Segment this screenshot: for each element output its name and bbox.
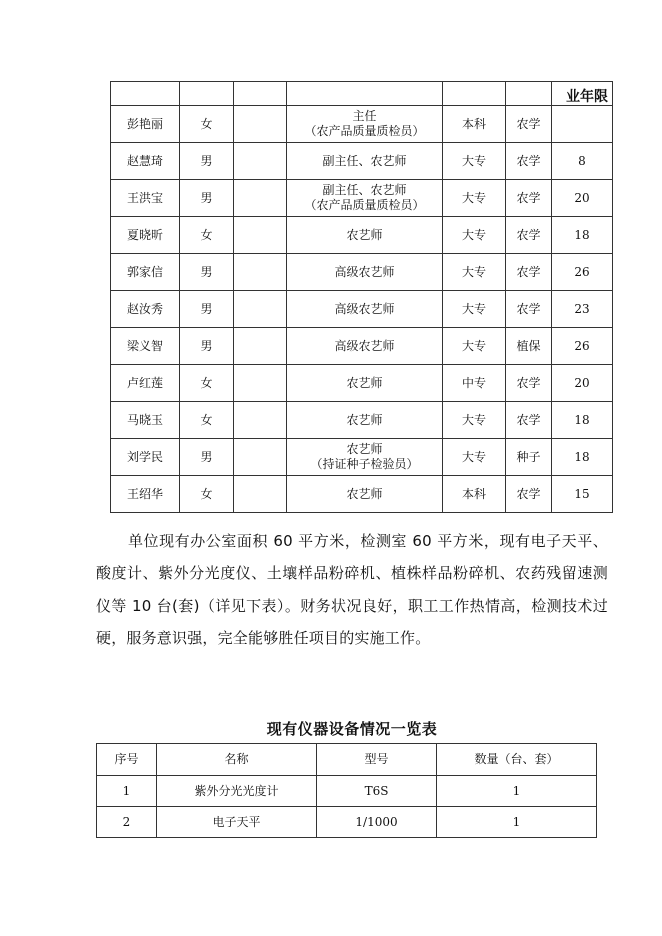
staff-name: 赵慧琦 bbox=[111, 143, 180, 180]
equipment-name: 紫外分光光度计 bbox=[157, 776, 317, 807]
staff-title-line1: 高级农艺师 bbox=[334, 301, 395, 316]
staff-major: 农学 bbox=[506, 291, 552, 328]
equipment-header-row bbox=[97, 744, 597, 776]
staff-row bbox=[111, 143, 613, 180]
staff-name: 马晓玉 bbox=[111, 402, 180, 439]
staff-education: 大专 bbox=[443, 180, 506, 217]
staff-row bbox=[111, 217, 613, 254]
staff-row bbox=[111, 476, 613, 513]
staff-major: 农学 bbox=[506, 254, 552, 291]
staff-gender: 男 bbox=[180, 143, 234, 180]
staff-major: 农学 bbox=[506, 180, 552, 217]
staff-title-line1: 高级农艺师 bbox=[334, 264, 395, 279]
staff-years: 26 bbox=[552, 254, 613, 291]
staff-education: 大专 bbox=[443, 439, 506, 476]
header-cell bbox=[111, 82, 180, 106]
staff-title-line2: （农产品质量质检员） bbox=[304, 198, 425, 212]
staff-name: 梁义智 bbox=[111, 328, 180, 365]
equipment-name: 电子天平 bbox=[157, 807, 317, 838]
staff-name: 卢红莲 bbox=[111, 365, 180, 402]
staff-years: 8 bbox=[552, 143, 613, 180]
staff-gender: 男 bbox=[180, 180, 234, 217]
staff-title bbox=[287, 328, 443, 365]
staff-gender: 男 bbox=[180, 291, 234, 328]
header-no: 序号 bbox=[97, 744, 157, 776]
staff-years bbox=[552, 106, 613, 143]
staff-row bbox=[111, 439, 613, 476]
staff-table bbox=[110, 81, 613, 513]
staff-empty bbox=[234, 106, 287, 143]
staff-empty bbox=[234, 254, 287, 291]
staff-title-line1: 农艺师 bbox=[346, 375, 383, 390]
staff-empty bbox=[234, 328, 287, 365]
staff-name: 刘学民 bbox=[111, 439, 180, 476]
staff-gender: 女 bbox=[180, 365, 234, 402]
staff-empty bbox=[234, 365, 287, 402]
staff-major: 农学 bbox=[506, 143, 552, 180]
staff-years: 20 bbox=[552, 180, 613, 217]
staff-education: 中专 bbox=[443, 365, 506, 402]
equipment-no: 1 bbox=[97, 776, 157, 807]
staff-major: 农学 bbox=[506, 106, 552, 143]
staff-name: 王绍华 bbox=[111, 476, 180, 513]
staff-education: 本科 bbox=[443, 476, 506, 513]
staff-empty bbox=[234, 402, 287, 439]
staff-row bbox=[111, 365, 613, 402]
staff-major: 农学 bbox=[506, 476, 552, 513]
staff-gender: 女 bbox=[180, 402, 234, 439]
staff-education: 大专 bbox=[443, 254, 506, 291]
staff-empty bbox=[234, 476, 287, 513]
header-cell bbox=[180, 82, 234, 106]
staff-title bbox=[287, 365, 443, 402]
staff-empty bbox=[234, 143, 287, 180]
staff-name: 彭艳丽 bbox=[111, 106, 180, 143]
staff-title bbox=[287, 476, 443, 513]
staff-gender: 女 bbox=[180, 217, 234, 254]
staff-education: 大专 bbox=[443, 143, 506, 180]
equipment-qty: 1 bbox=[437, 807, 597, 838]
staff-major: 种子 bbox=[506, 439, 552, 476]
staff-empty bbox=[234, 180, 287, 217]
staff-title bbox=[287, 254, 443, 291]
staff-major: 农学 bbox=[506, 402, 552, 439]
staff-education: 本科 bbox=[443, 106, 506, 143]
staff-years: 18 bbox=[552, 217, 613, 254]
staff-gender: 男 bbox=[180, 439, 234, 476]
staff-title-line1: 主任 bbox=[352, 109, 377, 123]
staff-title-line1: 农艺师 bbox=[346, 227, 383, 242]
staff-row bbox=[111, 106, 613, 143]
header-qty: 数量（台、套） bbox=[437, 744, 597, 776]
header-name: 名称 bbox=[157, 744, 317, 776]
staff-gender: 女 bbox=[180, 106, 234, 143]
staff-row bbox=[111, 180, 613, 217]
staff-title bbox=[287, 291, 443, 328]
staff-title-line2: （农产品质量质检员） bbox=[304, 124, 425, 138]
staff-title-line2: （持证种子检验员） bbox=[310, 457, 419, 471]
staff-major: 农学 bbox=[506, 217, 552, 254]
equipment-model: T6S bbox=[317, 776, 437, 807]
staff-name: 郭家信 bbox=[111, 254, 180, 291]
staff-years: 26 bbox=[552, 328, 613, 365]
staff-row bbox=[111, 291, 613, 328]
header-cell bbox=[287, 82, 443, 106]
staff-row bbox=[111, 328, 613, 365]
staff-major: 农学 bbox=[506, 365, 552, 402]
staff-gender: 女 bbox=[180, 476, 234, 513]
equipment-row bbox=[97, 807, 597, 838]
staff-years: 15 bbox=[552, 476, 613, 513]
staff-years: 18 bbox=[552, 402, 613, 439]
staff-title-line1: 高级农艺师 bbox=[334, 338, 395, 353]
staff-name: 赵汝秀 bbox=[111, 291, 180, 328]
staff-title bbox=[287, 439, 443, 476]
staff-gender: 男 bbox=[180, 254, 234, 291]
equipment-row bbox=[97, 776, 597, 807]
staff-title bbox=[287, 402, 443, 439]
staff-title bbox=[287, 180, 443, 217]
equipment-table bbox=[96, 743, 597, 838]
header-cell bbox=[443, 82, 506, 106]
equipment-no: 2 bbox=[97, 807, 157, 838]
staff-education: 大专 bbox=[443, 217, 506, 254]
staff-title-line1: 农艺师 bbox=[346, 412, 383, 427]
staff-row bbox=[111, 402, 613, 439]
staff-education: 大专 bbox=[443, 402, 506, 439]
staff-title-line1: 农艺师 bbox=[346, 486, 383, 501]
staff-major: 植保 bbox=[506, 328, 552, 365]
header-model: 型号 bbox=[317, 744, 437, 776]
staff-title bbox=[287, 143, 443, 180]
staff-title-line1: 副主任、农艺师 bbox=[322, 153, 407, 168]
description-paragraph: 单位现有办公室面积 60 平方米，检测室 60 平方米，现有电子天平、酸度计、紫外分光度仪、土壤样品粉碎机、植株样品粉碎机、农药残留速测仪等 10 台(套)（详见下表）。财务状况良好，职工工作热情高，检测技术过硬，服务意识强，完全能够胜任项目的实施工作。 bbox=[96, 532, 608, 648]
header-years-fragment: 业年限 bbox=[552, 82, 613, 106]
staff-title bbox=[287, 106, 443, 143]
staff-education: 大专 bbox=[443, 291, 506, 328]
equipment-qty: 1 bbox=[437, 776, 597, 807]
staff-title-line1: 农艺师 bbox=[346, 442, 383, 456]
equipment-model: 1/1000 bbox=[317, 807, 437, 838]
staff-title bbox=[287, 217, 443, 254]
staff-row bbox=[111, 254, 613, 291]
header-cell bbox=[506, 82, 552, 106]
staff-education: 大专 bbox=[443, 328, 506, 365]
staff-empty bbox=[234, 217, 287, 254]
staff-empty bbox=[234, 291, 287, 328]
staff-name: 夏晓昕 bbox=[111, 217, 180, 254]
staff-years: 20 bbox=[552, 365, 613, 402]
staff-title-line1: 副主任、农艺师 bbox=[322, 183, 407, 197]
staff-years: 23 bbox=[552, 291, 613, 328]
header-cell bbox=[234, 82, 287, 106]
staff-empty bbox=[234, 439, 287, 476]
staff-name: 王洪宝 bbox=[111, 180, 180, 217]
staff-years: 18 bbox=[552, 439, 613, 476]
equipment-table-title: 现有仪器设备情况一览表 bbox=[266, 720, 438, 738]
staff-header-row bbox=[111, 82, 613, 106]
staff-gender: 男 bbox=[180, 328, 234, 365]
